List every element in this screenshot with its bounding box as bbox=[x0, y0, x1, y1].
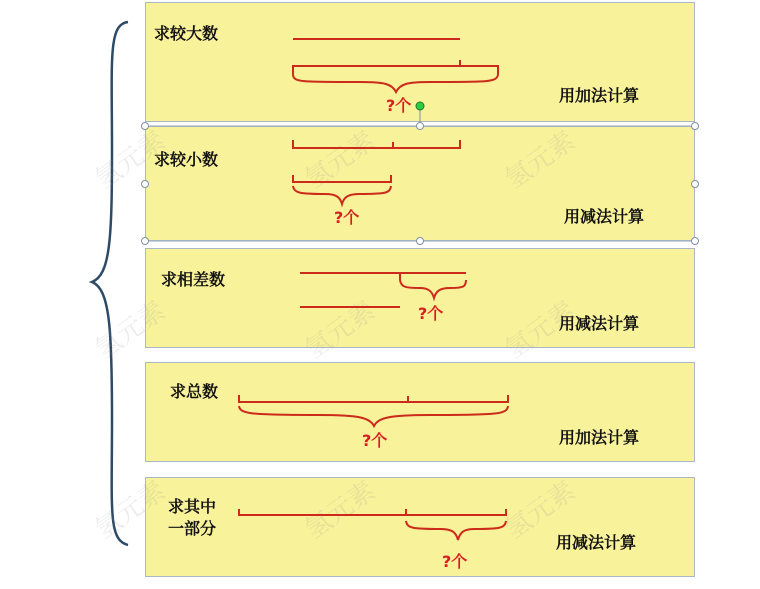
watermark-text: 氢元素 bbox=[89, 125, 171, 196]
panel-title: 求较小数 bbox=[154, 150, 219, 169]
panel-title: 求其中 一部分 bbox=[168, 497, 217, 538]
panel-part bbox=[145, 477, 695, 577]
question-label: ?个 bbox=[418, 304, 444, 323]
watermark-text: 氢元素 bbox=[89, 295, 171, 366]
panel-title: 求相差数 bbox=[161, 270, 226, 289]
method-label: 用加法计算 bbox=[559, 86, 640, 105]
question-label: ?个 bbox=[386, 96, 412, 115]
panel-total bbox=[145, 362, 695, 462]
question-label: ?个 bbox=[442, 552, 468, 571]
panel-title: 求总数 bbox=[170, 382, 219, 401]
panel-title: 求较大数 bbox=[154, 24, 219, 43]
question-label: ?个 bbox=[334, 208, 360, 227]
method-label: 用加法计算 bbox=[559, 428, 640, 447]
panel-smaller-number[interactable] bbox=[145, 126, 695, 241]
panel-larger-number bbox=[145, 2, 695, 122]
panel-difference bbox=[145, 248, 695, 348]
watermark-text: 氢元素 bbox=[89, 475, 171, 546]
method-label: 用减法计算 bbox=[556, 533, 637, 552]
method-label: 用减法计算 bbox=[559, 314, 640, 333]
method-label: 用减法计算 bbox=[564, 207, 645, 226]
question-label: ?个 bbox=[362, 431, 388, 450]
